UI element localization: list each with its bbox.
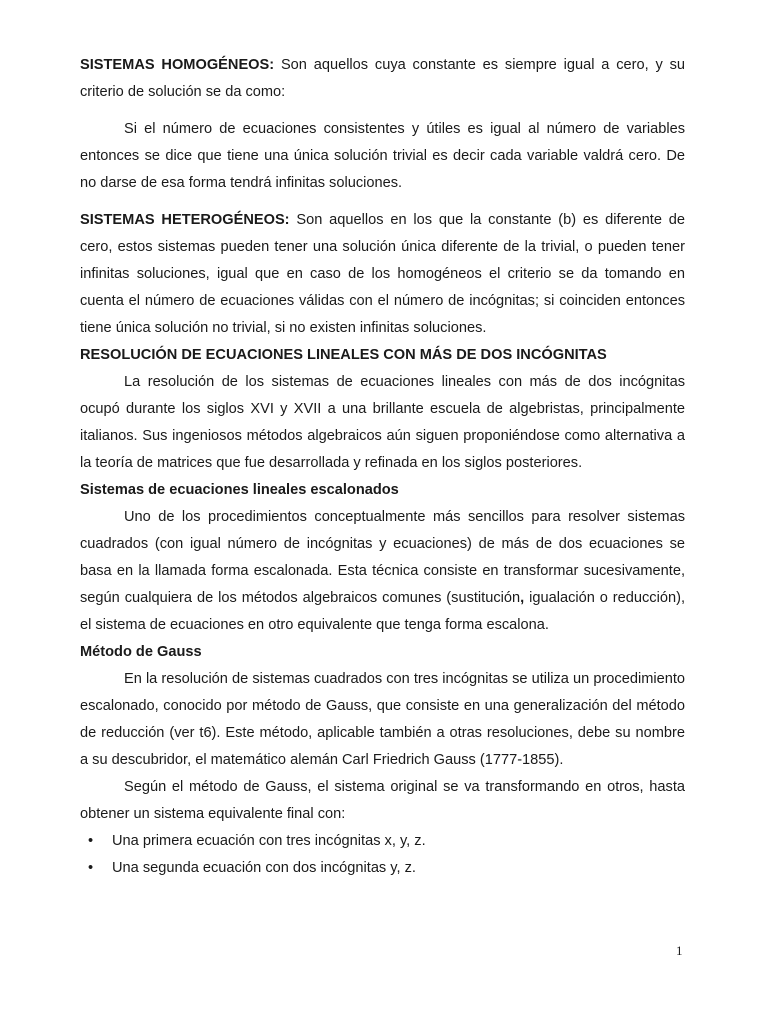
escalonados-heading: Sistemas de ecuaciones lineales escalonados [80,482,399,498]
heterogeneos-paragraph [80,207,685,342]
heterogeneos-text: Son aquellos en los que la constante (b) es diferente de cero, estos sistemas pueden tener una solución única diferente de la trivial, o pueden tener infinitas soluciones, igual que en caso de los homogéneos el criterio se da tomando en cuenta el número de ecuaciones válidas con el número de incógnitas; si coinciden entonces tiene única solución no trivial, si no existen infinitas soluciones. [80,212,685,336]
escalonados-text-b: igualación o reducción), el sistema de ecuaciones en otro equivalente que tenga forma escalona. [80,590,685,633]
document-page [80,52,685,882]
page-number: 1 [676,943,683,958]
bullet-icon: • [88,833,94,849]
gauss-heading: Método de Gauss [80,644,202,660]
escalonados-text-a: Uno de los procedimientos conceptualmente más sencillos para resolver sistemas cuadrados (con igual número de incógnitas y ecuaciones) de más de dos ecuaciones se basa en la llamada forma escalonada. Esta técnica consiste en transformar sucesivamente, según cualquiera de los métodos algebraicos comunes (sustitución [80,509,685,606]
homogeneos-paragraph [80,52,685,106]
homogeneos-text: Son aquellos cuya constante es siempre igual a cero, y su criterio de solución se da como: [80,57,685,100]
gauss-bullet-list [80,828,685,882]
resolucion-heading: RESOLUCIÓN DE ECUACIONES LINEALES CON MÁS DE DOS INCÓGNITAS [80,347,607,363]
escalonados-comma: , [520,590,525,606]
list-item [80,828,685,855]
gauss-paragraph: En la resolución de sistemas cuadrados con tres incógnitas se utiliza un procedimiento escalonado, conocido por método de Gauss, que consiste en una generalización del método de reducción (ver t6). Este método, aplicable también a otras resoluciones, debe su nombre a su descubridor, el matemático alemán Carl Friedrich Gauss (1777-1855). [80,671,685,768]
homogeneos-title: SISTEMAS HOMOGÉNEOS: [80,57,275,73]
bullet-icon: • [88,860,94,876]
escalonados-paragraph [80,504,685,639]
resolucion-paragraph: La resolución de los sistemas de ecuaciones lineales con más de dos incógnitas ocupó durante los siglos XVI y XVII a una brillante escuela de algebristas, principalmente italianos. Sus ingeniosos métodos algebraicos aún siguen proponiéndose como alternativa a la teoría de matrices que fue desarrollada y refinada en los siglos posteriores. [80,374,685,471]
list-item-text: Una segunda ecuación con dos incógnitas y, z. [112,860,416,876]
list-item [80,855,685,882]
heterogeneos-title: SISTEMAS HETEROGÉNEOS: [80,212,290,228]
list-item-text: Una primera ecuación con tres incógnitas x, y, z. [112,833,426,849]
homogeneos-detail: Si el número de ecuaciones consistentes y útiles es igual al número de variables entonces se dice que tiene una única solución trivial es decir cada variable valdrá cero. De no darse de esa forma tendrá infinitas soluciones. [80,121,685,191]
gauss-paragraph-2: Según el método de Gauss, el sistema original se va transformando en otros, hasta obtener un sistema equivalente final con: [80,779,685,822]
